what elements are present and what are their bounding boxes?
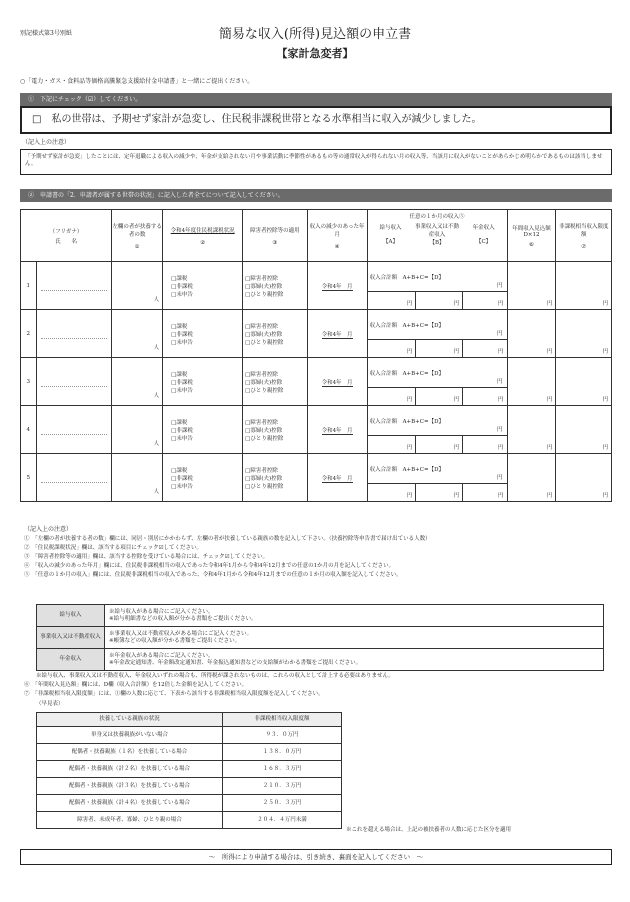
row-number: 4 — [21, 406, 37, 454]
name-cell[interactable] — [36, 310, 112, 358]
name-cell[interactable] — [36, 358, 112, 406]
pension-cell[interactable]: 円 — [463, 484, 507, 502]
col-income-header: 任意の１か月の収入⑤ 給与収入 【A】 事業収入又は不動産収入 【B】 年金収入 【C】 — [367, 210, 507, 262]
name-cell[interactable] — [36, 262, 112, 310]
annual-cell[interactable]: 円 — [507, 406, 556, 454]
row-number: 3 — [21, 358, 37, 406]
section1-note-title: （記入上の注意） — [22, 139, 71, 146]
section2-header: ② 申請書の「2．申請者が属する世帯の状況」に記入した者全てについて記入してください。 — [20, 189, 612, 202]
quick-table-title: （早見表） — [36, 701, 64, 707]
dependents-cell[interactable]: 人 — [112, 454, 163, 502]
limit-cell[interactable]: 円 — [556, 310, 612, 358]
business-cell[interactable]: 円 — [416, 292, 463, 310]
annual-cell[interactable]: 円 — [507, 358, 556, 406]
name-cell[interactable] — [36, 406, 112, 454]
notes-title: （記入上の注意） — [24, 526, 73, 533]
col-annual-header: 年間収入見込額 D×12 ⑥ — [507, 210, 556, 262]
deduction-cell[interactable]: □障害者控除 □寡婦(夫)控除 □ひとり親控除 — [243, 454, 307, 502]
business-cell[interactable]: 円 — [416, 340, 463, 358]
section1-statement[interactable]: □ 私の世帯は、予期せず家計が急変し、住民税非課税世帯となる水準相当に収入が減少しました。 — [20, 106, 612, 134]
col-limit-header: 非課税相当収入限度額 ⑦ — [556, 210, 612, 262]
deduction-cell[interactable]: □障害者控除 □寡婦(夫)控除 □ひとり親控除 — [243, 262, 307, 310]
salary-cell[interactable]: 円 — [367, 340, 416, 358]
month-cell[interactable]: 令和4年 月 — [307, 406, 367, 454]
dependents-cell[interactable]: 人 — [112, 358, 163, 406]
name-cell[interactable] — [36, 454, 112, 502]
form-code: 別記様式第3号別紙 — [20, 30, 72, 37]
note-6: ⑥ 「年間収入見込額」欄には、D欄（収入合計額）を12倍した金額を記入してください。 — [24, 682, 248, 688]
tax-status-cell[interactable]: □課税 □非課税 □未申告 — [163, 262, 243, 310]
salary-cell[interactable]: 円 — [367, 292, 416, 310]
notes-list: ① 「左欄の者が扶養する者の数」欄には、同居・別居にかかわらず、左欄の者が扶養している親族の数を記入して下さい。（扶養控除等申告書で届け出ている人数） ② 「住民税課税状況」欄は、該当する項目にチェック☑してください。 ③ 「障害者控除等の適用」欄は、該当する控除を受けている場合には、チェック☑してください。 ④ 「収入の減少のあった年月」欄には、住民税非課税相当の収入であった令和4年1月から令和4年12月までの任意の1か月の月を記入してください。 ⑤ 「任意の１か月の収入」欄には、住民税非課税相当の収入であった、令和4年1月から令和4年12月までの任意の１か月の収入額を記入してください。 — [24, 536, 431, 578]
pension-cell[interactable]: 円 — [463, 340, 507, 358]
quick-table-row: 単身又は扶養親族がいない場合 ９３．０万円 — [37, 727, 342, 744]
household-row — [21, 454, 612, 484]
quick-table-row: 配偶者・扶養親族（計４名）を扶養している場合 ２５０．３万円 — [37, 795, 342, 812]
business-cell[interactable]: 円 — [416, 484, 463, 502]
total-cell[interactable]: 収入合計額 A+B+C=【D】 円 — [367, 454, 507, 484]
total-cell[interactable]: 収入合計額 A+B+C=【D】 円 — [367, 406, 507, 436]
salary-cell[interactable]: 円 — [367, 484, 416, 502]
col-deduction-header: 障害者控除等の適用 ③ — [243, 210, 307, 262]
limit-cell[interactable]: 円 — [556, 406, 612, 454]
note-7: ⑦ 「非課税相当収入限度額」には、①欄の人数に応じて、下表から該当する非課税相当収入限度額を記入してください。 — [24, 691, 324, 697]
intro-note: ○「電力・ガス・食料品等価格高騰緊急支援給付金申請書」と一緒にご提出ください。 — [20, 78, 254, 85]
limit-cell[interactable]: 円 — [556, 358, 612, 406]
tax-status-cell[interactable]: □課税 □非課税 □未申告 — [163, 454, 243, 502]
limit-cell[interactable]: 円 — [556, 262, 612, 310]
household-row — [21, 310, 612, 340]
household-row — [21, 262, 612, 292]
deduction-cell[interactable]: □障害者控除 □寡婦(夫)控除 □ひとり親控除 — [243, 358, 307, 406]
quick-table-side-note: ※これを超える場合は、上記の被扶養者の人数に応じた区分を適用 — [346, 827, 512, 833]
household-table — [20, 209, 612, 502]
section1-header: ① 下記にチェック（☑）してください。 — [20, 93, 612, 106]
month-cell[interactable]: 令和4年 月 — [307, 310, 367, 358]
annual-cell[interactable]: 円 — [507, 310, 556, 358]
salary-cell[interactable]: 円 — [367, 436, 416, 454]
dependents-cell[interactable]: 人 — [112, 406, 163, 454]
col-name-header: （フリガナ） 氏 名 — [21, 210, 112, 262]
quick-table: 扶養している親族の状況 非課税相当収入限度額 単身又は扶養親族がいない場合 ９３．０万円 配偶者・扶養親族（１名）を扶養している場合 １３８．０万円 配偶者・扶養親族（計２名）を扶養している場合 １６８．３万円 配偶者・扶養親族（計３名）を扶養している場合 ２１０．３万円 配偶者・扶養親族（計４名）を扶養している場合 ２５０．３万円 障害者、未成年者、寡婦、ひとり親の場合 ２０４．４万円未満 — [36, 712, 342, 829]
business-cell[interactable]: 円 — [416, 436, 463, 454]
footer-note: ～ 所得により申請する場合は、引き続き、裏面を記入してください ～ — [20, 849, 612, 865]
dependents-cell[interactable]: 人 — [112, 262, 163, 310]
business-cell[interactable]: 円 — [416, 388, 463, 406]
month-cell[interactable]: 令和4年 月 — [307, 262, 367, 310]
month-cell[interactable]: 令和4年 月 — [307, 358, 367, 406]
deduction-cell[interactable]: □障害者控除 □寡婦(夫)控除 □ひとり親控除 — [243, 310, 307, 358]
annual-cell[interactable]: 円 — [507, 262, 556, 310]
salary-cell[interactable]: 円 — [367, 388, 416, 406]
col-tax-header: 令和4年度住民税課税状況 ② — [163, 210, 243, 262]
row-number: 5 — [21, 454, 37, 502]
notes-after-table: ※給与収入、事業収入又は不動産収入、年金収入いずれの場合も、所得税が課されないものは、これらの収入として計上する必要はありません。 — [36, 673, 394, 679]
quick-table-row: 障害者、未成年者、寡婦、ひとり親の場合 ２０４．４万円未満 — [37, 812, 342, 829]
annual-cell[interactable]: 円 — [507, 454, 556, 502]
limit-cell[interactable]: 円 — [556, 454, 612, 502]
pension-cell[interactable]: 円 — [463, 292, 507, 310]
quick-table-row: 配偶者・扶養親族（計３名）を扶養している場合 ２１０．３万円 — [37, 778, 342, 795]
pension-cell[interactable]: 円 — [463, 436, 507, 454]
household-row — [21, 406, 612, 436]
total-cell[interactable]: 収入合計額 A+B+C=【D】 円 — [367, 358, 507, 388]
row-number: 1 — [21, 262, 37, 310]
tax-status-cell[interactable]: □課税 □非課税 □未申告 — [163, 358, 243, 406]
quick-table-row: 配偶者・扶養親族（計２名）を扶養している場合 １６８．３万円 — [37, 761, 342, 778]
total-cell[interactable]: 収入合計額 A+B+C=【D】 円 — [367, 310, 507, 340]
page-title: 簡易な収入(所得)見込額の申立書 — [218, 27, 412, 42]
dependents-cell[interactable]: 人 — [112, 310, 163, 358]
deduction-cell[interactable]: □障害者控除 □寡婦(夫)控除 □ひとり親控除 — [243, 406, 307, 454]
page-subtitle: 【家計急変者】 — [276, 47, 354, 60]
household-row — [21, 358, 612, 388]
tax-status-cell[interactable]: □課税 □非課税 □未申告 — [163, 310, 243, 358]
col-dependents-header: 左欄の者が扶養する者の数 ① — [112, 210, 163, 262]
pension-cell[interactable]: 円 — [463, 388, 507, 406]
month-cell[interactable]: 令和4年 月 — [307, 454, 367, 502]
row-number: 2 — [21, 310, 37, 358]
col-month-header: 収入の減少のあった年月 ④ — [307, 210, 367, 262]
total-cell[interactable]: 収入合計額 A+B+C=【D】 円 — [367, 262, 507, 292]
section1-note-body: 「予期せず家計が急変」したことには、定年退職による収入の減少や、年金が支給されない月や事業活動に季節性があるもの等の通常収入が得られない月の収入等、当該月に収入がないことがあらかじめ明らかであるものは該当しません。 — [20, 149, 612, 175]
income-type-table: 給与収入 ※給与収入がある場合にご記入ください。 ※給与明細書などの収入額が分かる書類をご提出ください。 事業収入又は不動産収入 ※事業収入又は不動産収入がある場合にご記入ください。 ※帳簿などの収入額が分かる書類をご提出ください。 年金収入 ※年金収入がある場合にご記入ください。 ※年金改定通知書、年金額改定通知書、年金振込通知書などの支給額がわかる書類をご提出ください。 — [36, 604, 604, 671]
tax-status-cell[interactable]: □課税 □非課税 □未申告 — [163, 406, 243, 454]
quick-table-row: 配偶者・扶養親族（１名）を扶養している場合 １３８．０万円 — [37, 744, 342, 761]
